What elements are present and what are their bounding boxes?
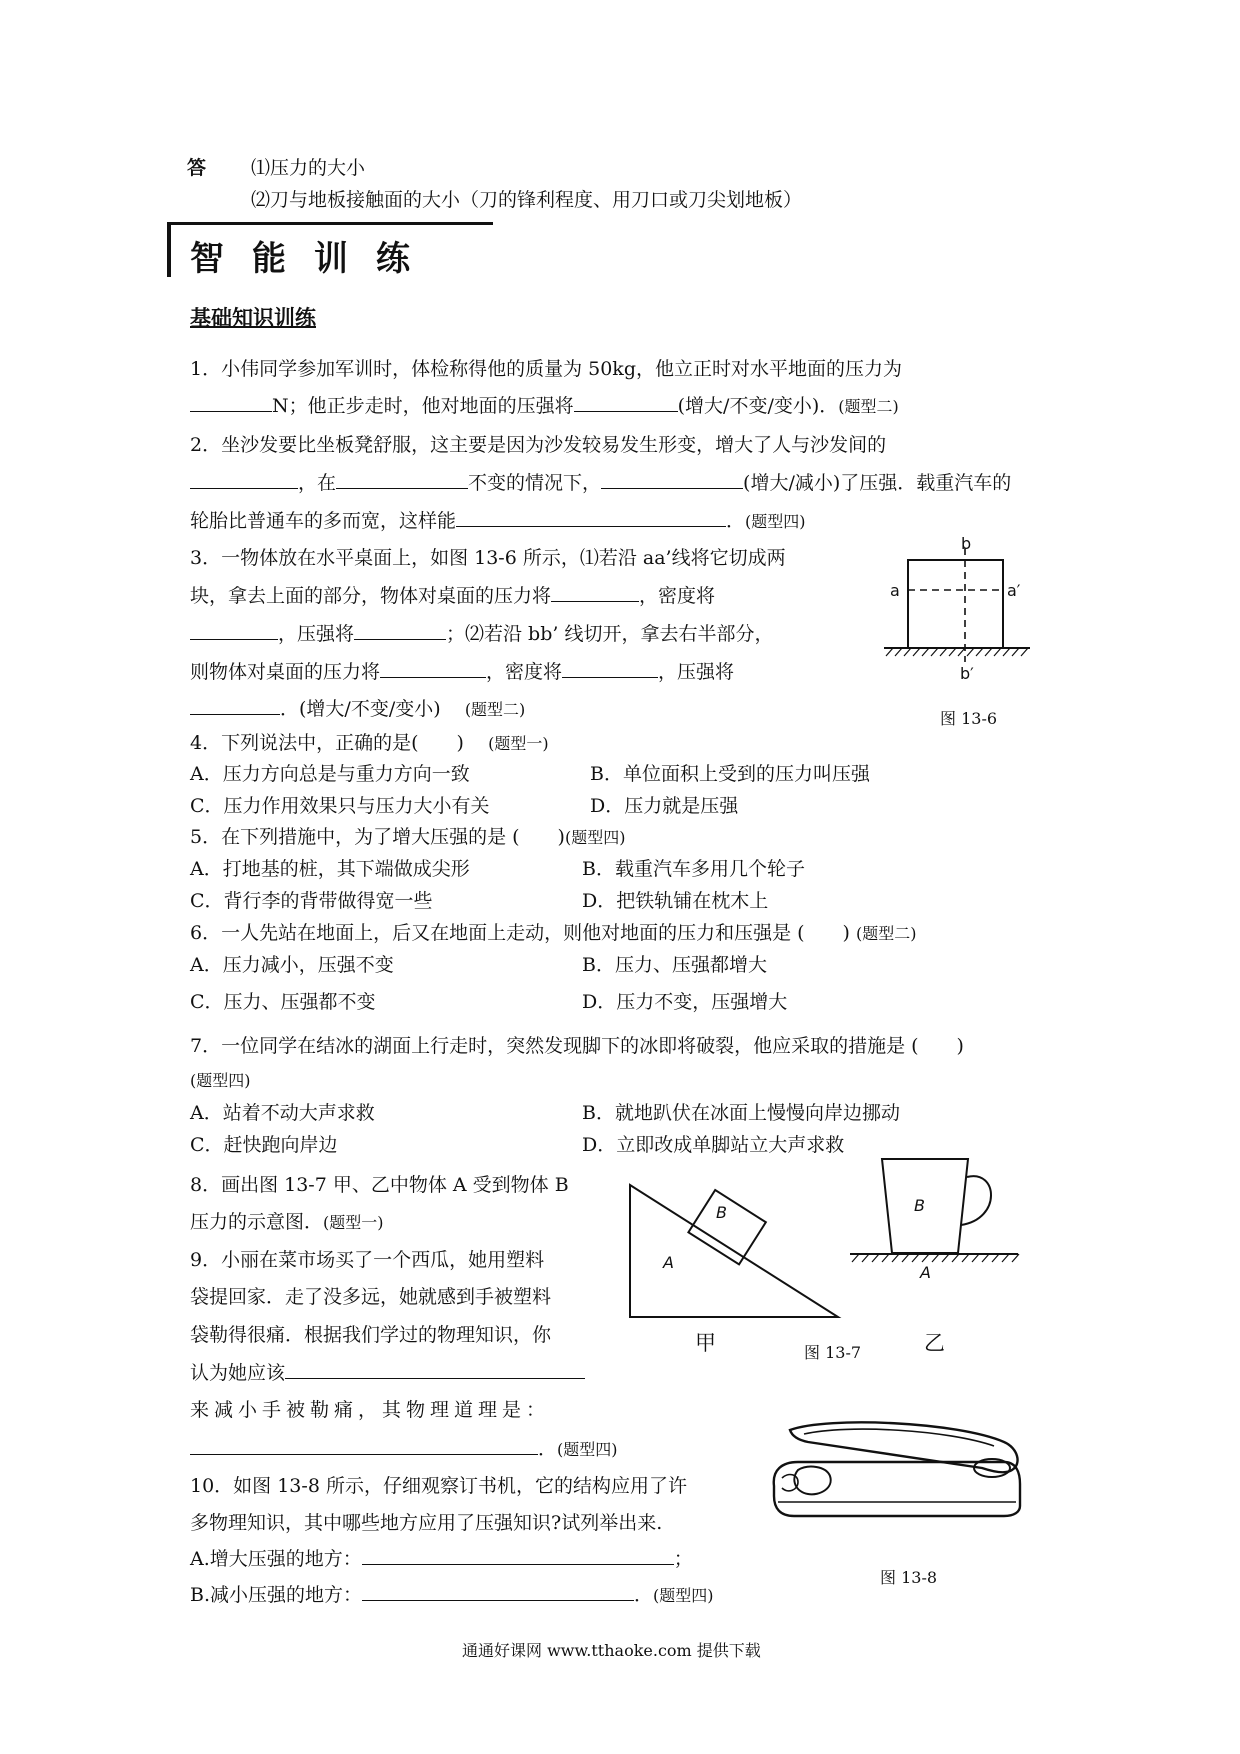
q10-line-b: B.减小压强的地方： ．(题型四) — [190, 1584, 714, 1606]
figure-13-8 — [768, 1412, 1028, 1532]
fig13-8-caption: 图 13-8 — [880, 1568, 938, 1587]
q5-stem: 5．在下列措施中，为了增大压强的是 ( )(题型四) — [190, 826, 626, 848]
q10-line-1: 10．如图 13-8 所示，仔细观察订书机，它的结构应用了许 — [190, 1475, 687, 1497]
hatch-mark — [882, 1254, 889, 1262]
q4-tag: (题型一) — [488, 734, 549, 753]
fig13-6-label-b-prime: b′ — [960, 664, 974, 683]
q5-tag: (题型四) — [564, 828, 626, 847]
q6-option-d: D．压力不变，压强增大 — [582, 991, 788, 1013]
q2-line-1: 2．坐沙发要比坐板凳舒服，这主要是因为沙发较易发生形变，增大了人与沙发间的 — [190, 434, 887, 456]
answer-blank[interactable] — [562, 659, 658, 678]
q5-option-d: D．把铁轨铺在枕木上 — [582, 890, 769, 912]
block — [908, 560, 1003, 648]
answer-blank[interactable] — [190, 696, 280, 715]
q1-tag: (题型二) — [838, 397, 899, 416]
q6-option-c: C．压力、压强都不变 — [190, 991, 376, 1013]
answer-line-1: ⑴压力的大小 — [251, 157, 366, 179]
answer-blank[interactable] — [551, 583, 639, 602]
hatch-mark — [922, 1254, 929, 1262]
page-footer: 通通好课网 www.tthaoke.com 提供下载 — [462, 1641, 761, 1660]
fig13-6-caption: 图 13-6 — [940, 709, 998, 728]
hatch-mark — [1012, 648, 1019, 656]
q4-option-a: A．压力方向总是与重力方向一致 — [190, 763, 470, 785]
fig-jia — [630, 1185, 838, 1317]
q2-tag: (题型四) — [745, 512, 806, 531]
hatch-mark — [952, 1254, 959, 1262]
q9-line-1: 9．小丽在菜市场买了一个西瓜，她用塑料 — [190, 1249, 545, 1271]
q7-option-c: C．赶快跑向岸边 — [190, 1134, 338, 1156]
table-hatching — [886, 648, 1028, 656]
stapler-base — [774, 1462, 1020, 1516]
hatch-mark — [1012, 1254, 1019, 1262]
fig13-6-label-a-prime: a′ — [1007, 581, 1021, 600]
hatch-mark — [976, 648, 983, 656]
q2-line-3: 轮胎比普通车的多而宽，这样能 ．(题型四) — [190, 510, 806, 532]
q3-line-5: ．(增大/不变/变小) (题型二) — [190, 696, 525, 722]
q8-line-1: 8．画出图 13-7 甲、乙中物体 A 受到物体 B — [190, 1174, 569, 1196]
answer-blank[interactable] — [362, 1546, 674, 1565]
answer-line-2: ⑵刀与地板接触面的大小（刀的锋利程度、用刀口或刀尖划地板） — [251, 189, 803, 211]
hatch-mark — [962, 1254, 969, 1262]
q5-option-a: A．打地基的桩，其下端做成尖形 — [190, 858, 470, 880]
q6-stem: 6．一人先站在地面上，后又在地面上走动，则他对地面的压力和压强是 ( ) (题型二) — [190, 922, 917, 944]
hatch-mark — [1002, 1254, 1009, 1262]
fig13-7-label-yi: 乙 — [924, 1331, 945, 1355]
q9-line-2: 袋提回家．走了没多远，她就感到手被塑料 — [190, 1286, 552, 1308]
hatch-mark — [942, 1254, 949, 1262]
answer-blank[interactable] — [354, 621, 446, 640]
figure-13-7 — [620, 1155, 1040, 1325]
hatch-mark — [904, 648, 911, 656]
fig13-7-label-a2: A — [920, 1263, 931, 1282]
hatch-mark — [949, 648, 956, 656]
q2-line-2: ，在 不变的情况下， (增大/减小)了压强．载重汽车的 — [190, 470, 1011, 495]
q7-tag: (题型四) — [190, 1071, 251, 1090]
answer-blank[interactable] — [190, 1436, 538, 1455]
hatch-mark — [913, 648, 920, 656]
q1-line-2: N；他正步走时，他对地面的压强将 (增大/不变/变小)．(题型二) — [190, 393, 899, 419]
q7-stem: 7．一位同学在结冰的湖面上行走时，突然发现脚下的冰即将破裂，他应采取的措施是 ( ) — [190, 1035, 964, 1057]
hatch-mark — [992, 1254, 999, 1262]
answer-blank[interactable] — [336, 470, 468, 489]
wedge-a — [630, 1185, 838, 1317]
answer-blank[interactable] — [456, 508, 726, 527]
hatch-mark — [895, 648, 902, 656]
answer-blank[interactable] — [285, 1360, 585, 1379]
q1-line-1: 1．小伟同学参加军训时，体检称得他的质量为 50kg，他立正时对水平地面的压力为 — [190, 358, 902, 380]
ground-hatching — [852, 1254, 1019, 1262]
q6-tag: (题型二) — [856, 924, 917, 943]
q8-tag: (题型一) — [323, 1213, 384, 1232]
answer-blank[interactable] — [362, 1582, 634, 1601]
q6-option-b: B．压力、压强都增大 — [582, 954, 767, 976]
q6-option-a: A．压力减小，压强不变 — [190, 954, 394, 976]
hatch-mark — [922, 648, 929, 656]
subsection-title: 基础知识训练 — [190, 306, 316, 330]
q3-line-4: 则物体对桌面的压力将 ，密度将 ，压强将 — [190, 661, 735, 683]
hatch-mark — [872, 1254, 879, 1262]
fig13-7-label-a1: A — [663, 1253, 674, 1272]
q3-line-1: 3．一物体放在水平桌面上，如图 13-6 所示，⑴若沿 aa’线将它切成两 — [190, 547, 786, 569]
q10-line-2: 多物理知识，其中哪些地方应用了压强知识?试列举出来. — [190, 1512, 663, 1534]
q9-line-4: 认为她应该 — [190, 1360, 585, 1385]
q8-line-2: 压力的示意图．(题型一) — [190, 1211, 384, 1233]
q9-tag: (题型四) — [557, 1440, 618, 1459]
hatch-mark — [862, 1254, 869, 1262]
fig13-7-caption: 图 13-7 — [804, 1343, 862, 1362]
block-b — [688, 1190, 765, 1264]
fig-yi — [850, 1159, 1019, 1262]
q5-option-c: C．背行李的背带做得宽一些 — [190, 890, 433, 912]
q7-option-b: B．就地趴伏在冰面上慢慢向岸边挪动 — [582, 1102, 900, 1124]
hatch-mark — [982, 1254, 989, 1262]
q9-line-3: 袋勒得很痛．根据我们学过的物理知识，你 — [190, 1324, 552, 1346]
fig13-6-label-a: a — [890, 581, 900, 600]
fig13-7-label-jia: 甲 — [695, 1331, 716, 1355]
section-title: 智能训练 — [190, 239, 438, 279]
q3-tag: (题型二) — [464, 700, 526, 719]
answer-blank[interactable] — [190, 393, 272, 412]
hatch-mark — [902, 1254, 909, 1262]
stapler-head — [794, 1467, 830, 1495]
hatch-mark — [994, 648, 1001, 656]
q7-option-d: D．立即改成单脚站立大声求救 — [582, 1134, 845, 1156]
answer-blank[interactable] — [190, 621, 278, 640]
hatch-mark — [967, 648, 974, 656]
hatch-mark — [852, 1254, 859, 1262]
q7-option-a: A．站着不动大声求救 — [190, 1102, 375, 1124]
hatch-mark — [892, 1254, 899, 1262]
answer-blank[interactable] — [190, 470, 298, 489]
q10-tag: (题型四) — [653, 1586, 714, 1605]
q3-line-2: 块，拿去上面的部分，物体对桌面的压力将 ，密度将 — [190, 585, 716, 607]
hatch-mark — [972, 1254, 979, 1262]
q4-stem: 4．下列说法中，正确的是( ) (题型一) — [190, 732, 549, 754]
hatch-mark — [931, 648, 938, 656]
answer-blank[interactable] — [380, 659, 486, 678]
q4-option-c: C．压力作用效果只与压力大小有关 — [190, 795, 490, 817]
hatch-mark — [958, 648, 965, 656]
answer-blank[interactable] — [601, 470, 743, 489]
q9-line-6: ．(题型四) — [190, 1436, 618, 1462]
q3-line-3: ，压强将 ；⑵若沿 bb’ 线切开，拿去右半部分， — [190, 621, 773, 646]
q4-option-b: B．单位面积上受到的压力叫压强 — [590, 763, 870, 785]
hatch-mark — [932, 1254, 939, 1262]
hatch-mark — [912, 1254, 919, 1262]
q10-line-a: A.增大压强的地方： ； — [190, 1548, 693, 1570]
cup-b — [882, 1159, 968, 1253]
answer-label: 答 — [187, 157, 207, 179]
q4-option-d: D．压力就是压强 — [590, 795, 739, 817]
fig13-7-label-b2: B — [914, 1196, 925, 1215]
answer-blank[interactable] — [574, 393, 678, 412]
hatch-mark — [985, 648, 992, 656]
fig13-7-label-b1: B — [716, 1203, 727, 1222]
hatch-mark — [886, 648, 893, 656]
q9-line-5: 来减小手被勒痛，其物理道理是： — [190, 1399, 551, 1421]
q5-option-b: B．载重汽车多用几个轮子 — [582, 858, 805, 880]
hatch-mark — [940, 648, 947, 656]
hatch-mark — [1021, 648, 1028, 656]
fig13-6-label-b: b — [961, 534, 972, 553]
hatch-mark — [1003, 648, 1010, 656]
